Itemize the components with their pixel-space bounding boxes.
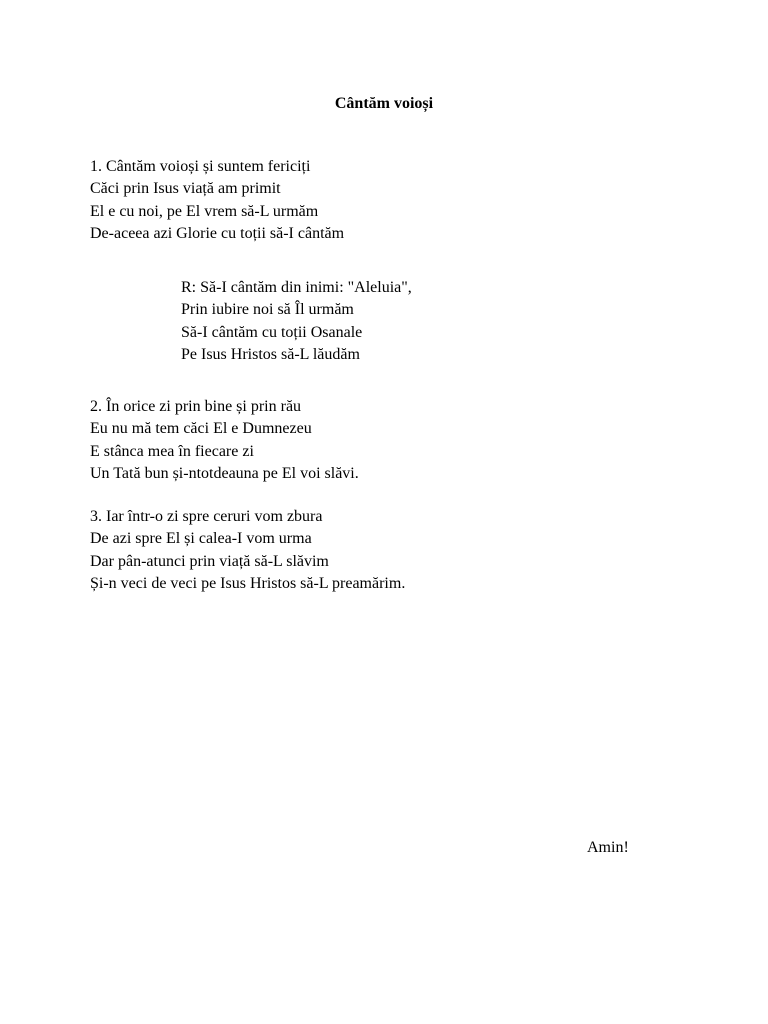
verse-2 — [90, 396, 359, 486]
song-title: Cântăm voioși — [334, 95, 434, 112]
verse-line: Și-n veci de veci pe Isus Hristos să-L preamărim. — [90, 575, 406, 593]
refrain-line: Prin iubire noi să Îl urmăm — [181, 301, 354, 319]
verse-3 — [90, 506, 405, 596]
verse-line: Eu nu mă tem căci El e Dumnezeu — [90, 420, 312, 438]
verse-line: Dar pân-atunci prin viață să-L slăvim — [90, 552, 329, 570]
refrain-line: Pe Isus Hristos să-L lăudăm — [181, 346, 360, 364]
verse-line: 2. În orice zi prin bine și prin rău — [90, 398, 302, 415]
verse-line: El e cu noi, pe El vrem să-L urmăm — [90, 202, 319, 220]
verse-line: Căci prin Isus viață am primit — [90, 180, 281, 198]
verse-line: 1. Cântăm voioși și suntem fericiți — [90, 158, 311, 175]
verse-line: 3. Iar într-o zi spre ceruri vom zbura — [90, 508, 323, 525]
verse-line: De-aceea azi Glorie cu toții să-I cântăm — [90, 225, 345, 243]
closing-text: Amin! — [587, 839, 629, 856]
refrain-line: Să-I cântăm cu toții Osanale — [181, 323, 363, 341]
verse-line: De azi spre El și calea-I vom urma — [90, 530, 312, 548]
refrain-line: R: Să-I cântăm din inimi: "Aleluia", — [181, 279, 412, 296]
verse-line: Un Tată bun și-ntotdeauna pe El voi slăvi. — [90, 465, 359, 483]
verse-1 — [90, 156, 344, 246]
verse-line: E stânca mea în fiecare zi — [90, 442, 254, 460]
refrain — [181, 277, 412, 367]
